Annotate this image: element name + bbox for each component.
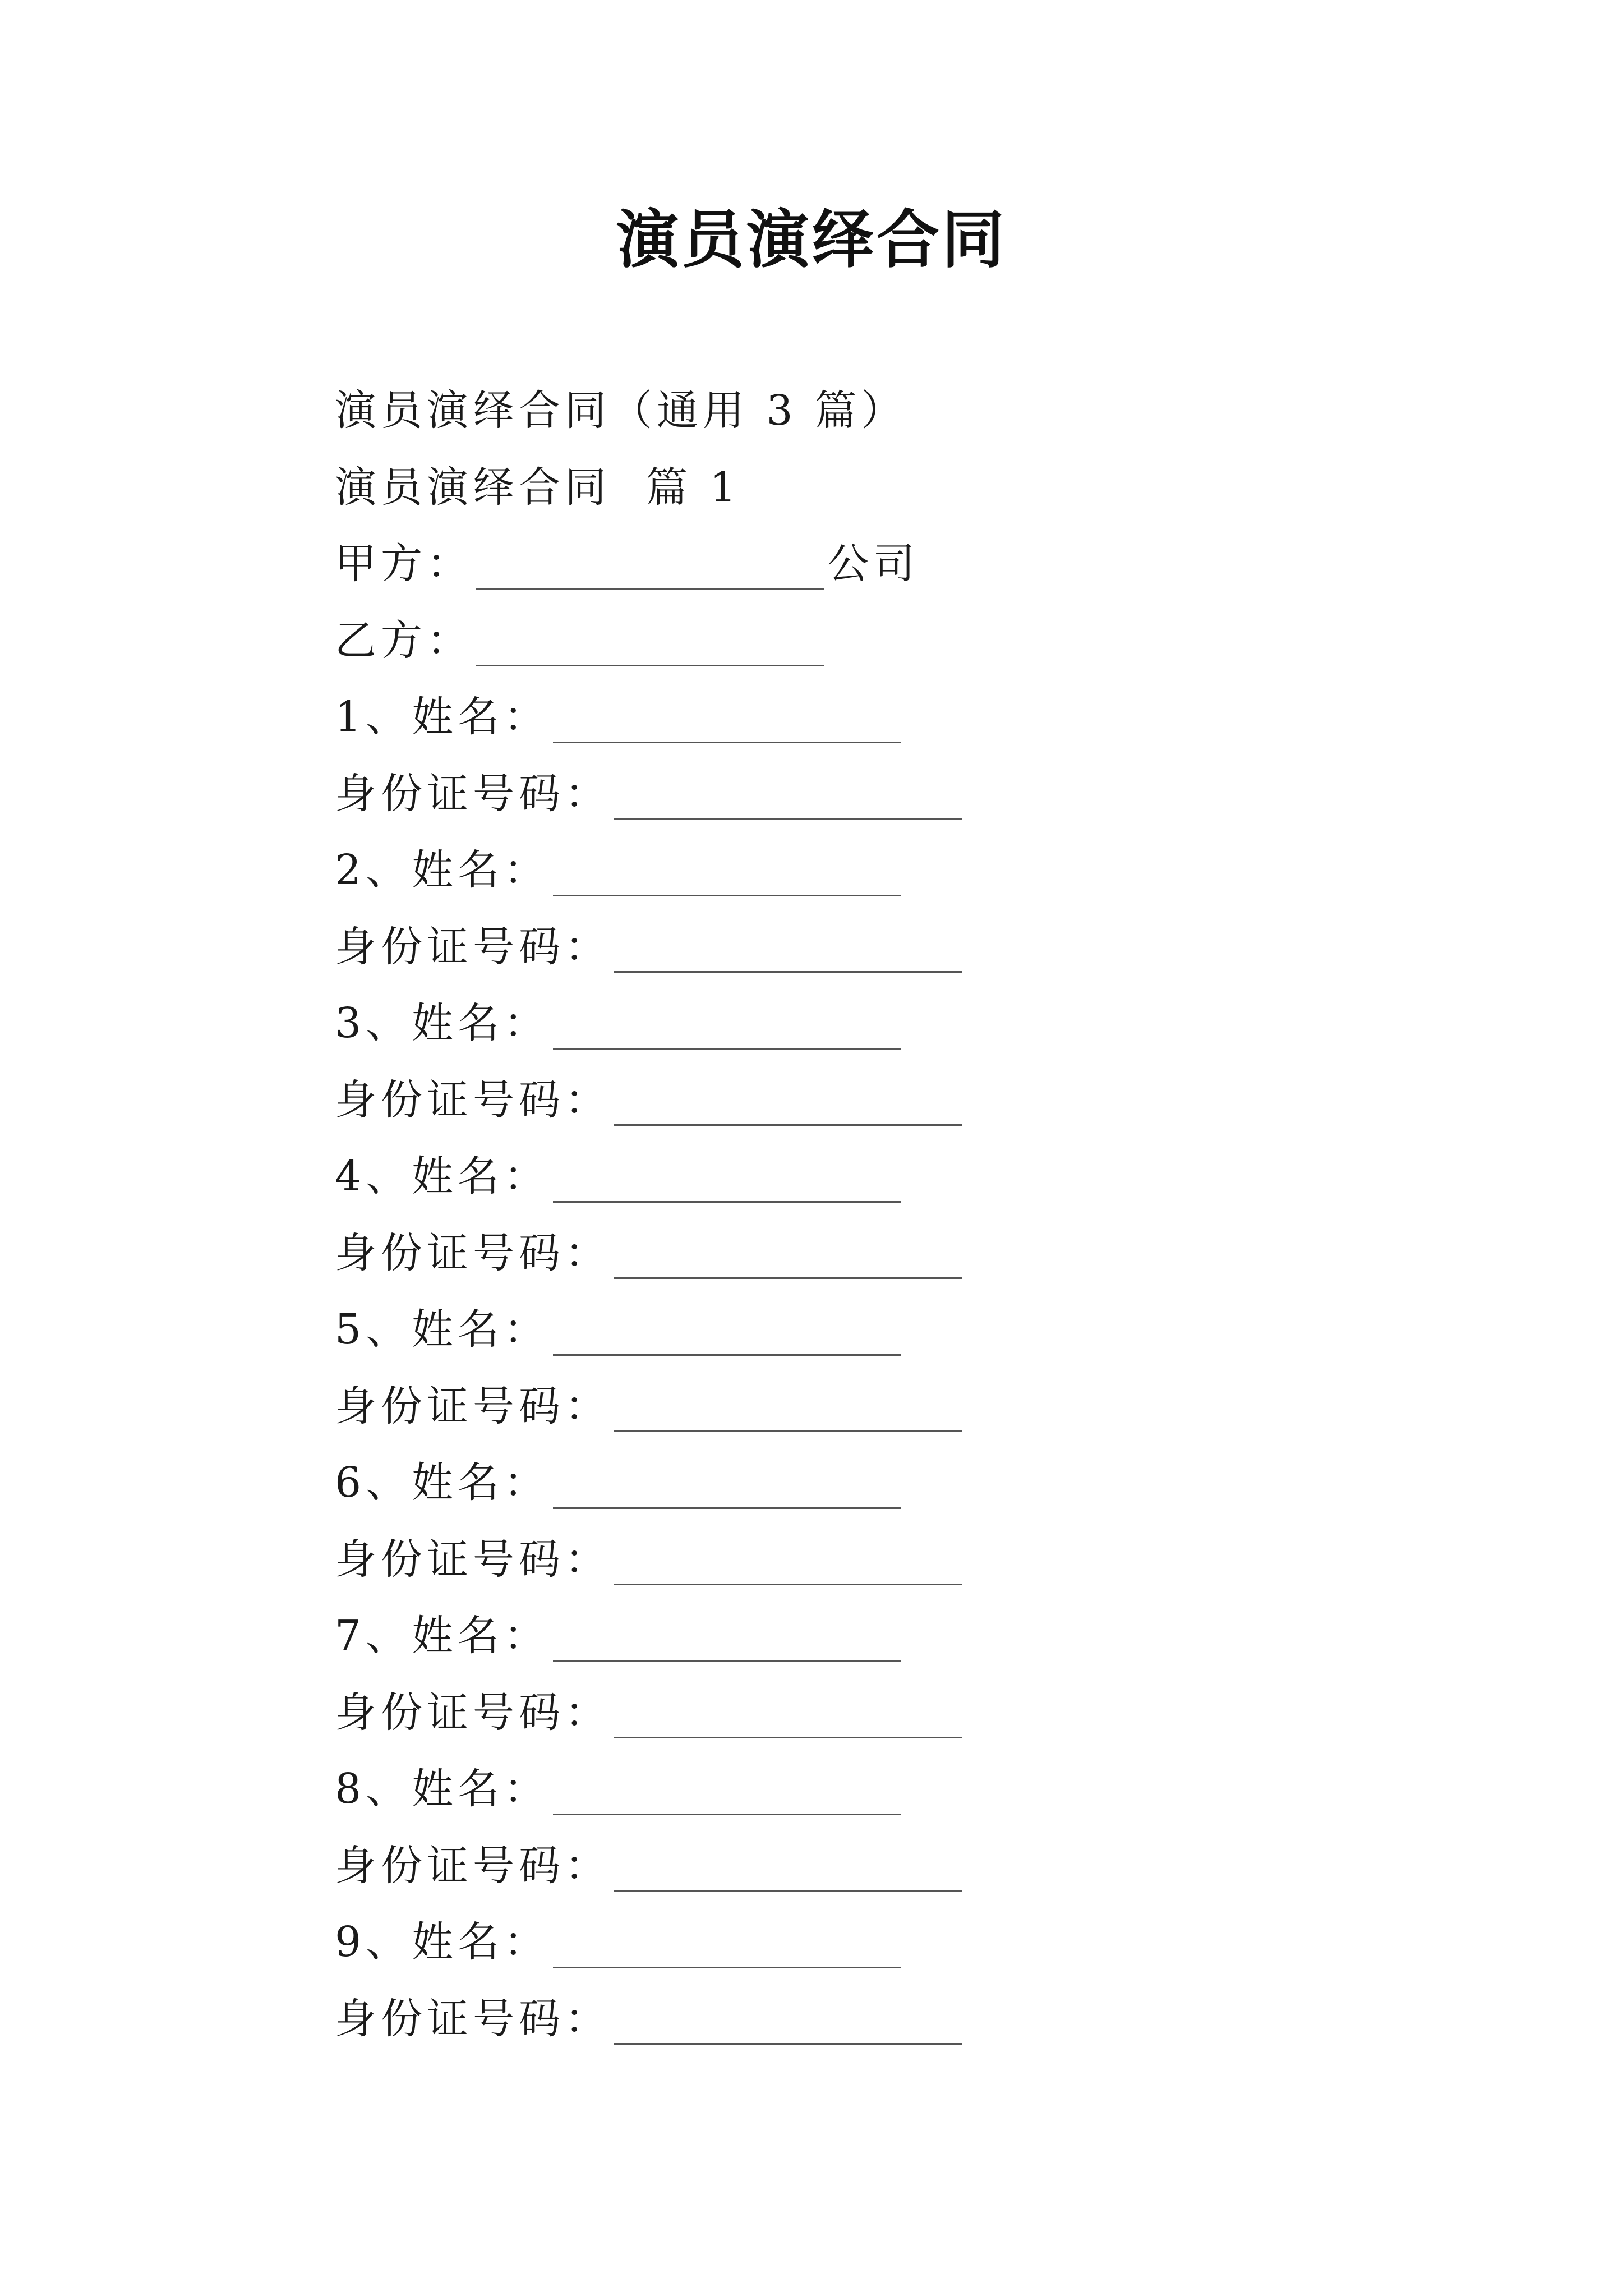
member-name-blank <box>553 1466 901 1509</box>
member-name-label: 4、姓名： <box>335 1152 550 1200</box>
member-id-line <box>335 1981 1456 2058</box>
member-name-label: 8、姓名： <box>335 1765 550 1813</box>
member-name-line <box>335 1138 1456 1215</box>
member-name-label: 6、姓名： <box>335 1458 550 1507</box>
member-name-line <box>335 679 1456 756</box>
member-id-label: 身份证号码： <box>335 1841 611 1890</box>
member-name-line <box>335 1444 1456 1521</box>
member-name-label: 3、姓名： <box>335 999 550 1047</box>
member-id-label: 身份证号码： <box>335 1688 611 1737</box>
section-heading-line <box>335 449 1456 526</box>
member-id-line <box>335 1062 1456 1139</box>
member-id-line <box>335 1828 1456 1904</box>
member-name-label: 7、姓名： <box>335 1612 550 1660</box>
member-id-label: 身份证号码： <box>335 769 611 818</box>
member-name-label: 2、姓名： <box>335 846 550 894</box>
member-id-blank <box>614 776 962 820</box>
member-id-line <box>335 1215 1456 1292</box>
member-id-blank <box>614 1083 962 1126</box>
member-name-line <box>335 1598 1456 1674</box>
member-name-line <box>335 832 1456 909</box>
member-name-blank <box>553 1006 901 1050</box>
member-id-blank <box>614 1236 962 1279</box>
subtitle-line <box>335 372 1456 449</box>
party-a-suffix: 公司 <box>827 540 919 588</box>
document-title: 演员演绎合同 <box>616 203 1007 277</box>
document-body <box>335 372 1456 2057</box>
member-name-label: 9、姓名： <box>335 1918 550 1966</box>
party-a-blank <box>476 547 824 590</box>
member-id-blank <box>614 1542 962 1585</box>
member-name-blank <box>553 1925 901 1968</box>
member-id-line <box>335 1674 1456 1751</box>
party-a-line <box>335 526 1456 602</box>
member-id-line <box>335 909 1456 986</box>
party-a-label: 甲方： <box>335 540 473 588</box>
member-id-line <box>335 1368 1456 1445</box>
party-b-blank <box>476 623 824 666</box>
member-id-line <box>335 756 1456 832</box>
party-b-label: 乙方： <box>335 616 473 665</box>
member-name-label: 1、姓名： <box>335 693 550 741</box>
subtitle: 演员演绎合同（通用 3 篇） <box>335 386 907 435</box>
member-name-blank <box>553 1619 901 1662</box>
member-id-label: 身份证号码： <box>335 1994 611 2043</box>
member-id-label: 身份证号码： <box>335 1228 611 1277</box>
member-id-label: 身份证号码： <box>335 922 611 971</box>
member-name-blank <box>553 700 901 743</box>
member-id-blank <box>614 1695 962 1738</box>
member-name-blank <box>553 1313 901 1356</box>
member-name-blank <box>553 853 901 896</box>
member-id-label: 身份证号码： <box>335 1535 611 1584</box>
member-id-blank <box>614 1848 962 1892</box>
party-b-line <box>335 602 1456 679</box>
section-heading: 演员演绎合同 篇 1 <box>335 463 741 512</box>
member-name-line <box>335 1751 1456 1828</box>
member-name-label: 5、姓名： <box>335 1305 550 1354</box>
member-id-line <box>335 1521 1456 1598</box>
member-id-label: 身份证号码： <box>335 1075 611 1124</box>
member-name-line <box>335 1291 1456 1368</box>
member-name-blank <box>553 1772 901 1815</box>
member-id-blank <box>614 1389 962 1432</box>
member-name-line <box>335 985 1456 1062</box>
member-id-blank <box>614 2001 962 2045</box>
member-id-label: 身份证号码： <box>335 1382 611 1430</box>
member-name-line <box>335 1904 1456 1981</box>
member-name-blank <box>553 1159 901 1203</box>
member-id-blank <box>614 930 962 973</box>
